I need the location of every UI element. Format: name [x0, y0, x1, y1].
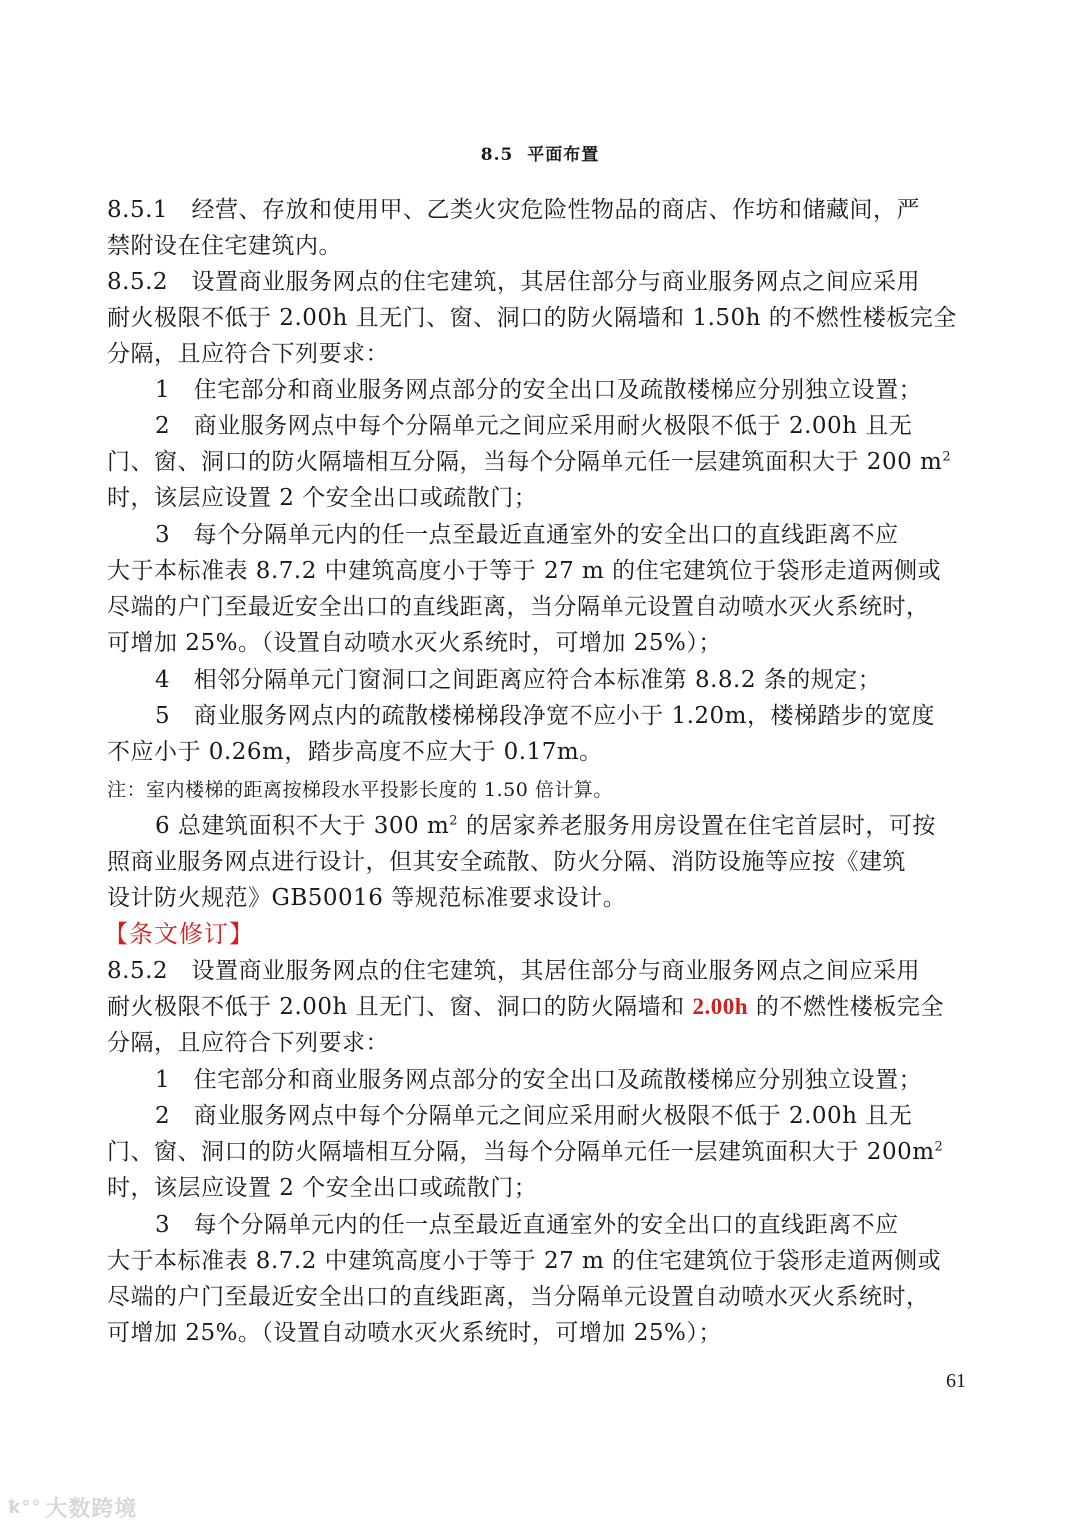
note: 注：室内楼梯的距离按梯段水平投影长度的 1.50 倍计算。 — [107, 779, 613, 801]
revised-text: 耐火极限不低于 2.00h 且无门、窗、洞口的防火隔墙和 — [107, 994, 693, 1020]
item-5-line-1: 5 商业服务网点内的疏散楼梯梯段净宽不应小于 1.20m，楼梯踏步的宽度 — [155, 703, 935, 729]
revised-item-2-line-2 — [107, 1134, 977, 1170]
clause-8-5-2-line-2: 耐火极限不低于 2.00h 且无门、窗、洞口的防火隔墙和 1.50h 的不燃性楼板完全 — [107, 305, 957, 331]
item-6-text: 6 总建筑面积不大于 300 m — [155, 813, 450, 839]
section-number: 8.5 — [480, 145, 514, 165]
item-2-line-3: 时，该层应设置 2 个安全出口或疏散门； — [107, 485, 538, 511]
item-3-line-3: 尽端的户门至最近安全出口的直线距离，当分隔单元设置自动喷水灭火系统时， — [107, 594, 930, 620]
item-3-line-4: 可增加 25%。（设置自动喷水灭火系统时，可增加 25%）； — [107, 630, 722, 656]
revised-8-5-2-line-3: 分隔，且应符合下列要求： — [107, 1030, 389, 1056]
item-1: 1 住宅部分和商业服务网点部分的安全出口及疏散楼梯应分别独立设置； — [155, 377, 923, 403]
item-2-text: 门、窗、洞口的防火隔墙相互分隔，当每个分隔单元任一层建筑面积大于 200 m — [107, 449, 943, 475]
item-6-text-cont: 的居家养老服务用房设置在住宅首层时，可按 — [458, 813, 936, 839]
revised-8-5-2-line-1: 8.5.2 设置商业服务网点的住宅建筑，其居住部分与商业服务网点之间应采用 — [107, 958, 921, 984]
item-3-line-1: 3 每个分隔单元内的任一点至最近直通室外的安全出口的直线距离不应 — [155, 522, 899, 548]
item-4: 4 相邻分隔单元门窗洞口之间距离应符合本标准第 8.8.2 条的规定； — [155, 667, 882, 693]
watermark — [8, 1492, 137, 1523]
revised-item-3-line-4: 可增加 25%。（设置自动喷水灭火系统时，可增加 25%）； — [107, 1320, 722, 1346]
item-2-line-1: 2 商业服务网点中每个分隔单元之间应采用耐火极限不低于 2.00h 且无 — [155, 413, 913, 439]
revised-item-3-line-2: 大于本标准表 8.7.2 中建筑高度小于等于 27 m 的住宅建筑位于袋形走道两侧或 — [107, 1248, 942, 1274]
revised-text-cont: 的不燃性楼板完全 — [748, 994, 944, 1020]
revised-item-2-line-3: 时，该层应设置 2 个安全出口或疏散门； — [107, 1175, 538, 1201]
section-heading: 平面布置 — [527, 145, 600, 165]
clause-8-5-1-line-2: 禁附设在住宅建筑内。 — [107, 233, 342, 259]
page-number: 61 — [946, 1370, 966, 1392]
clause-8-5-2-line-1: 8.5.2 设置商业服务网点的住宅建筑，其居住部分与商业服务网点之间应采用 — [107, 269, 921, 295]
revised-item-3-line-3: 尽端的户门至最近安全出口的直线距离，当分隔单元设置自动喷水灭火系统时， — [107, 1284, 930, 1310]
watermark-logo-icon: ꝁ°° — [8, 1497, 42, 1518]
revised-item-2-line-1: 2 商业服务网点中每个分隔单元之间应采用耐火极限不低于 2.00h 且无 — [155, 1103, 913, 1129]
item-3-line-2: 大于本标准表 8.7.2 中建筑高度小于等于 27 m 的住宅建筑位于袋形走道两侧或 — [107, 558, 942, 584]
revision-heading: 【条文修订】 — [104, 920, 254, 948]
clause-8-5-2-line-3: 分隔，且应符合下列要求： — [107, 341, 389, 367]
item-2-line-2 — [107, 444, 977, 480]
item-5-line-2: 不应小于 0.26m，踏步高度不应大于 0.17m。 — [107, 739, 603, 765]
watermark-text: 大数跨境 — [45, 1497, 138, 1522]
revised-item-3-line-1: 3 每个分隔单元内的任一点至最近直通室外的安全出口的直线距离不应 — [155, 1212, 899, 1238]
revised-8-5-2-line-2 — [107, 989, 977, 1025]
revised-item-2-text: 门、窗、洞口的防火隔墙相互分隔，当每个分隔单元任一层建筑面积大于 200m — [107, 1139, 935, 1165]
revised-value-highlight: 2.00h — [692, 994, 749, 1019]
section-title — [0, 140, 1080, 165]
item-6-line-1 — [155, 808, 977, 844]
superscript: 2 — [934, 1139, 944, 1155]
superscript: 2 — [942, 449, 952, 465]
item-6-line-2: 照商业服务网点进行设计，但其安全疏散、防火分隔、消防设施等应按《建筑 — [107, 849, 906, 875]
clause-8-5-1-line-1: 8.5.1 经营、存放和使用甲、乙类火灾危险性物品的商店、作坊和储藏间，严 — [107, 197, 921, 223]
revised-item-1: 1 住宅部分和商业服务网点部分的安全出口及疏散楼梯应分别独立设置； — [155, 1067, 923, 1093]
superscript: 2 — [449, 813, 459, 829]
item-6-line-3: 设计防火规范》GB50016 等规范标准要求设计。 — [107, 885, 627, 911]
